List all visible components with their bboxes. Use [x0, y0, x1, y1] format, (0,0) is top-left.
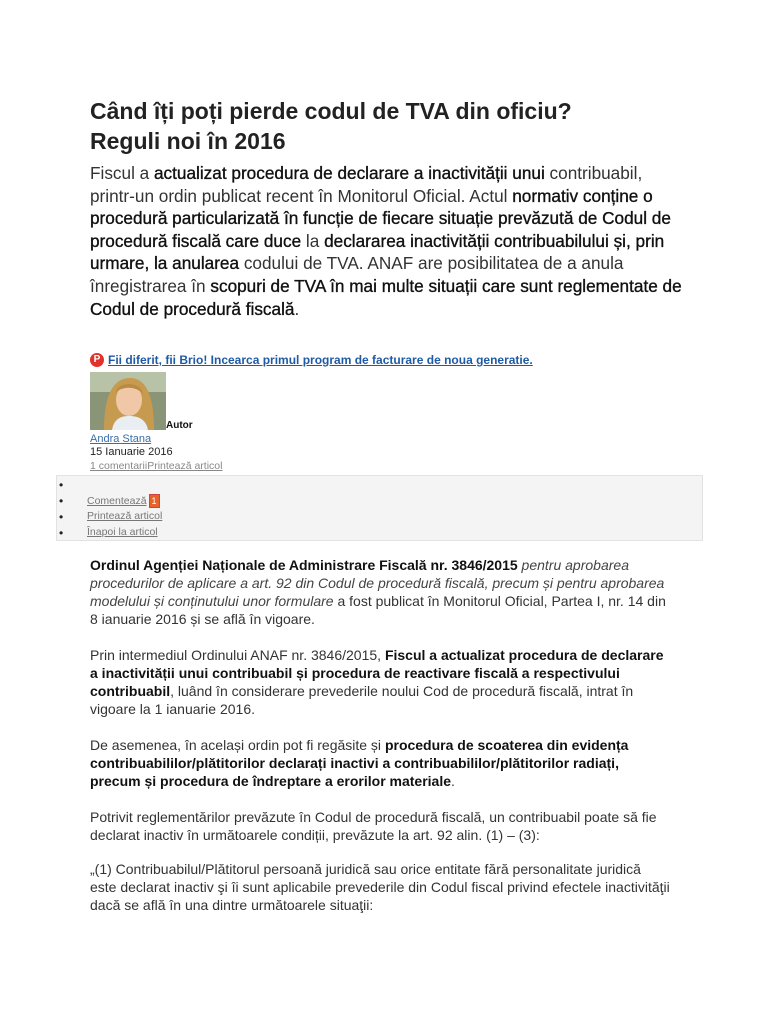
lead-segment: actualizat procedura de declarare a inactivității unui	[154, 163, 545, 183]
paragraph-segment: De asemenea, în același ordin pot fi regăsite și	[90, 737, 385, 753]
paragraph-segment: pentru aprobarea procedurilor de aplicare a art. 92 din Codul de procedură fiscală, precum și pentru aprobarea modelului și conținutului unor formulare	[90, 557, 665, 609]
lead-segment: Fiscul a	[90, 163, 154, 183]
lead-segment: contribuabil, printr-un ordin publicat recent în Monitorul Oficial. Actul	[90, 163, 643, 206]
comments-print-links[interactable]: 1 comentariiPrintează articol	[90, 460, 223, 472]
paragraph-segment: Ordinul Agenției Naționale de Administrare Fiscală nr. 3846/2015	[90, 557, 518, 573]
paragraph-legal-quote	[90, 860, 670, 914]
actions-empty-item	[59, 478, 162, 494]
actions-list	[59, 478, 163, 542]
brio-logo-icon: P	[90, 353, 104, 367]
author-label: Autor	[166, 420, 193, 431]
paragraph-segment: .	[451, 773, 455, 789]
author-avatar	[90, 372, 166, 430]
bullet-icon: •	[59, 510, 64, 524]
lead-segment: codului de TVA. ANAF are posibilitatea de a anula înregistrarea în	[90, 253, 624, 296]
lead-segment: declararea inactivității contribuabilului și, prin urmare, la anularea	[90, 230, 665, 274]
back-to-article-link[interactable]: Înapoi la articol	[87, 526, 158, 538]
lead-segment: la	[301, 230, 325, 251]
paragraph-segment: a fost publicat în Monitorul Oficial, Partea I, nr. 14 din 8 ianuarie 2016 și se află în vigoare.	[90, 593, 666, 627]
print-article-link[interactable]: Printează articol	[87, 510, 163, 522]
promo-link[interactable]: Fii diferit, fii Brio! Incearca primul program de facturare de noua generatie.	[108, 352, 533, 367]
actions-comment-item	[59, 494, 162, 510]
paragraph-procedure-update	[90, 646, 670, 718]
actions-print-item	[59, 510, 163, 526]
paragraph-segment: Potrivit reglementărilor prevăzute în Codul de procedură fiscală, un contribuabil poate să fie declarat inactiv în următoarele condiții, prevăzute la art. 92 alin. (1) – (3):	[90, 809, 657, 843]
article-title	[90, 96, 690, 156]
paragraph-segment: , luând în considerare prevederile noului Cod de procedură fiscală, intrat în vigoare la 1 ianuarie 2016.	[90, 683, 634, 717]
paragraph-inactivity-conditions	[90, 808, 670, 844]
lead-segment: .	[294, 298, 300, 319]
paragraph-segment: procedura de scoaterea din evidența contribuabililor/plătitorilor declarați inactivi a contribuabililor/plătitorilor radiați, precum și procedura de îndreptare a erorilor materiale	[90, 737, 629, 789]
comment-link[interactable]: Comentează	[87, 495, 147, 507]
bullet-icon: •	[59, 494, 64, 508]
title-line-2: Reguli noi în 2016	[90, 128, 286, 154]
lead-segment: scopuri de TVA în mai multe situații care sunt reglementate de Codul de procedură fiscală	[90, 275, 682, 319]
bullet-icon: •	[59, 478, 64, 492]
lead-segment: normativ conține o procedură particularizată în funcție de fiecare situație prevăzută de Codul de procedură fiscală care duce	[90, 185, 671, 251]
bullet-icon: •	[59, 526, 64, 540]
author-name-link[interactable]: Andra Stana	[90, 433, 152, 445]
paragraph-segment: Fiscul a actualizat procedura de declarare a inactivității unui contribuabil și procedura de reactivare fiscală a respectivului contribuabil	[90, 647, 664, 699]
paragraph-segment: „(1) Contribuabilul/Plătitorul persoană juridică sau orice entitate fără personalitate juridică este declarat inactiv şi îi sunt aplicabile prevederile din Codul fiscal privind efectele inactivităţii dacă se află în una dintre următoarele situaţii:	[90, 861, 670, 913]
promo-banner[interactable]	[90, 352, 533, 367]
comment-count-badge[interactable]: 1	[149, 494, 160, 508]
article-actions-bar	[56, 475, 703, 541]
publish-date: 15 Ianuarie 2016	[90, 446, 173, 458]
actions-back-item	[59, 526, 162, 542]
paragraph-segment: Prin intermediul Ordinului ANAF nr. 3846/2015,	[90, 647, 385, 663]
title-line-1: Când îți poți pierde codul de TVA din oficiu?	[90, 98, 572, 124]
paragraph-order-publication	[90, 556, 670, 628]
paragraph-other-procedures	[90, 736, 670, 790]
article-lead	[90, 162, 690, 320]
